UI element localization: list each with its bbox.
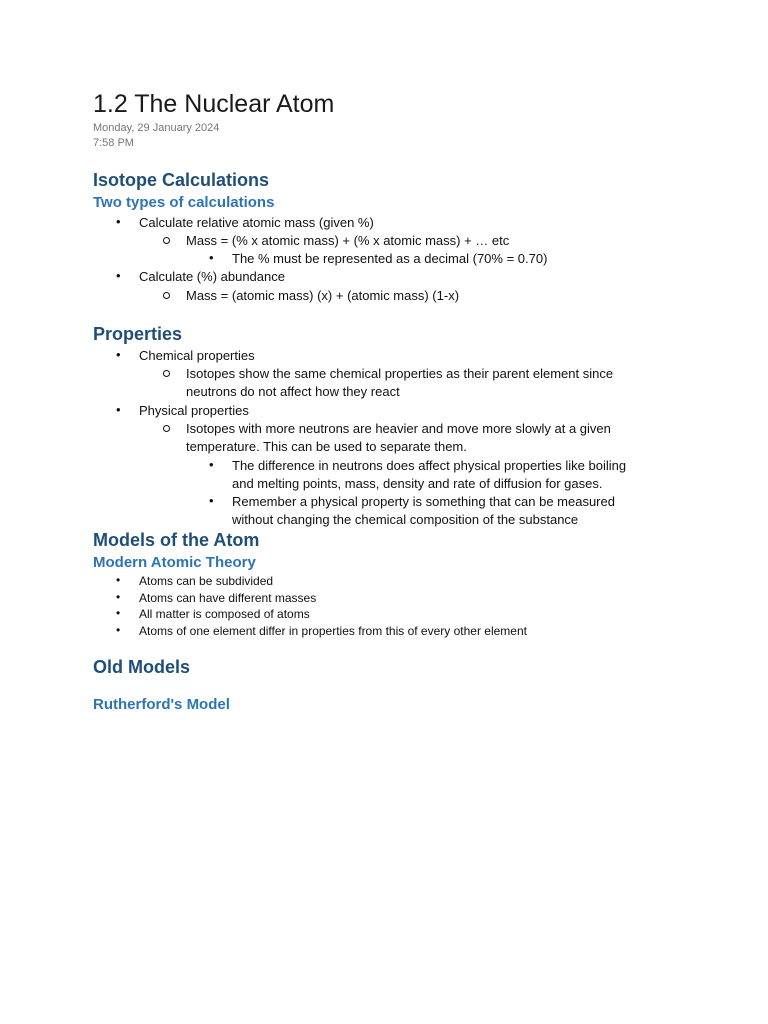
circle-bullet-icon [163, 425, 170, 432]
circle-bullet-icon [163, 237, 170, 244]
bullet-icon: • [209, 493, 214, 508]
list-item: The % must be represented as a decimal (70% = 0.70) [232, 251, 548, 266]
list-item: Calculate relative atomic mass (given %) [139, 215, 374, 230]
list-item: Isotopes show the same chemical properties as their parent element since [186, 366, 614, 381]
list-item: Chemical properties [139, 348, 255, 363]
heading-old-models: Old Models [93, 657, 191, 677]
bullet-icon: • [116, 606, 121, 620]
bullet-icon: • [116, 268, 121, 283]
circle-bullet-icon [163, 370, 170, 377]
list-item: Isotopes with more neutrons are heavier and move more slowly at a given [186, 421, 611, 436]
bullet-icon: • [209, 457, 214, 472]
bullet-icon: • [116, 623, 121, 637]
list-item: Atoms of one element differ in properties from this of every other element [139, 624, 527, 638]
list-item: Mass = (atomic mass) (x) + (atomic mass) (1-x) [186, 288, 460, 303]
list-item: Mass = (% x atomic mass) + (% x atomic mass) + … etc [186, 233, 510, 248]
list-item: Remember a physical property is something that can be measured [232, 494, 615, 509]
bullet-icon: • [209, 250, 214, 265]
page-title: 1.2 The Nuclear Atom [93, 90, 335, 118]
subheading-two-types: Two types of calculations [93, 194, 275, 211]
heading-isotope-calculations: Isotope Calculations [93, 170, 270, 190]
bullet-icon: • [116, 214, 121, 229]
bullet-icon: • [116, 590, 121, 604]
subheading-modern-atomic-theory: Modern Atomic Theory [93, 554, 256, 571]
heading-properties: Properties [93, 324, 183, 344]
subheading-rutherfords-model: Rutherford's Model [93, 696, 230, 713]
list-item-continuation: neutrons do not affect how they react [186, 384, 400, 399]
list-item-continuation: and melting points, mass, density and rate of diffusion for gases. [232, 476, 603, 491]
list-item-continuation: temperature. This can be used to separate them. [186, 439, 467, 454]
list-item: Calculate (%) abundance [139, 269, 285, 284]
circle-bullet-icon [163, 292, 170, 299]
list-item: Atoms can be subdivided [139, 574, 274, 588]
list-item: All matter is composed of atoms [139, 607, 310, 621]
note-time: 7:58 PM [93, 137, 134, 149]
list-item: Physical properties [139, 403, 249, 418]
bullet-icon: • [116, 573, 121, 587]
heading-models-of-the-atom: Models of the Atom [93, 530, 260, 550]
list-item: The difference in neutrons does affect physical properties like boiling [232, 458, 627, 473]
list-item-continuation: without changing the chemical composition of the substance [232, 512, 579, 527]
note-date: Monday, 29 January 2024 [93, 122, 220, 134]
bullet-icon: • [116, 347, 121, 362]
bullet-icon: • [116, 402, 121, 417]
list-item: Atoms can have different masses [139, 591, 317, 605]
